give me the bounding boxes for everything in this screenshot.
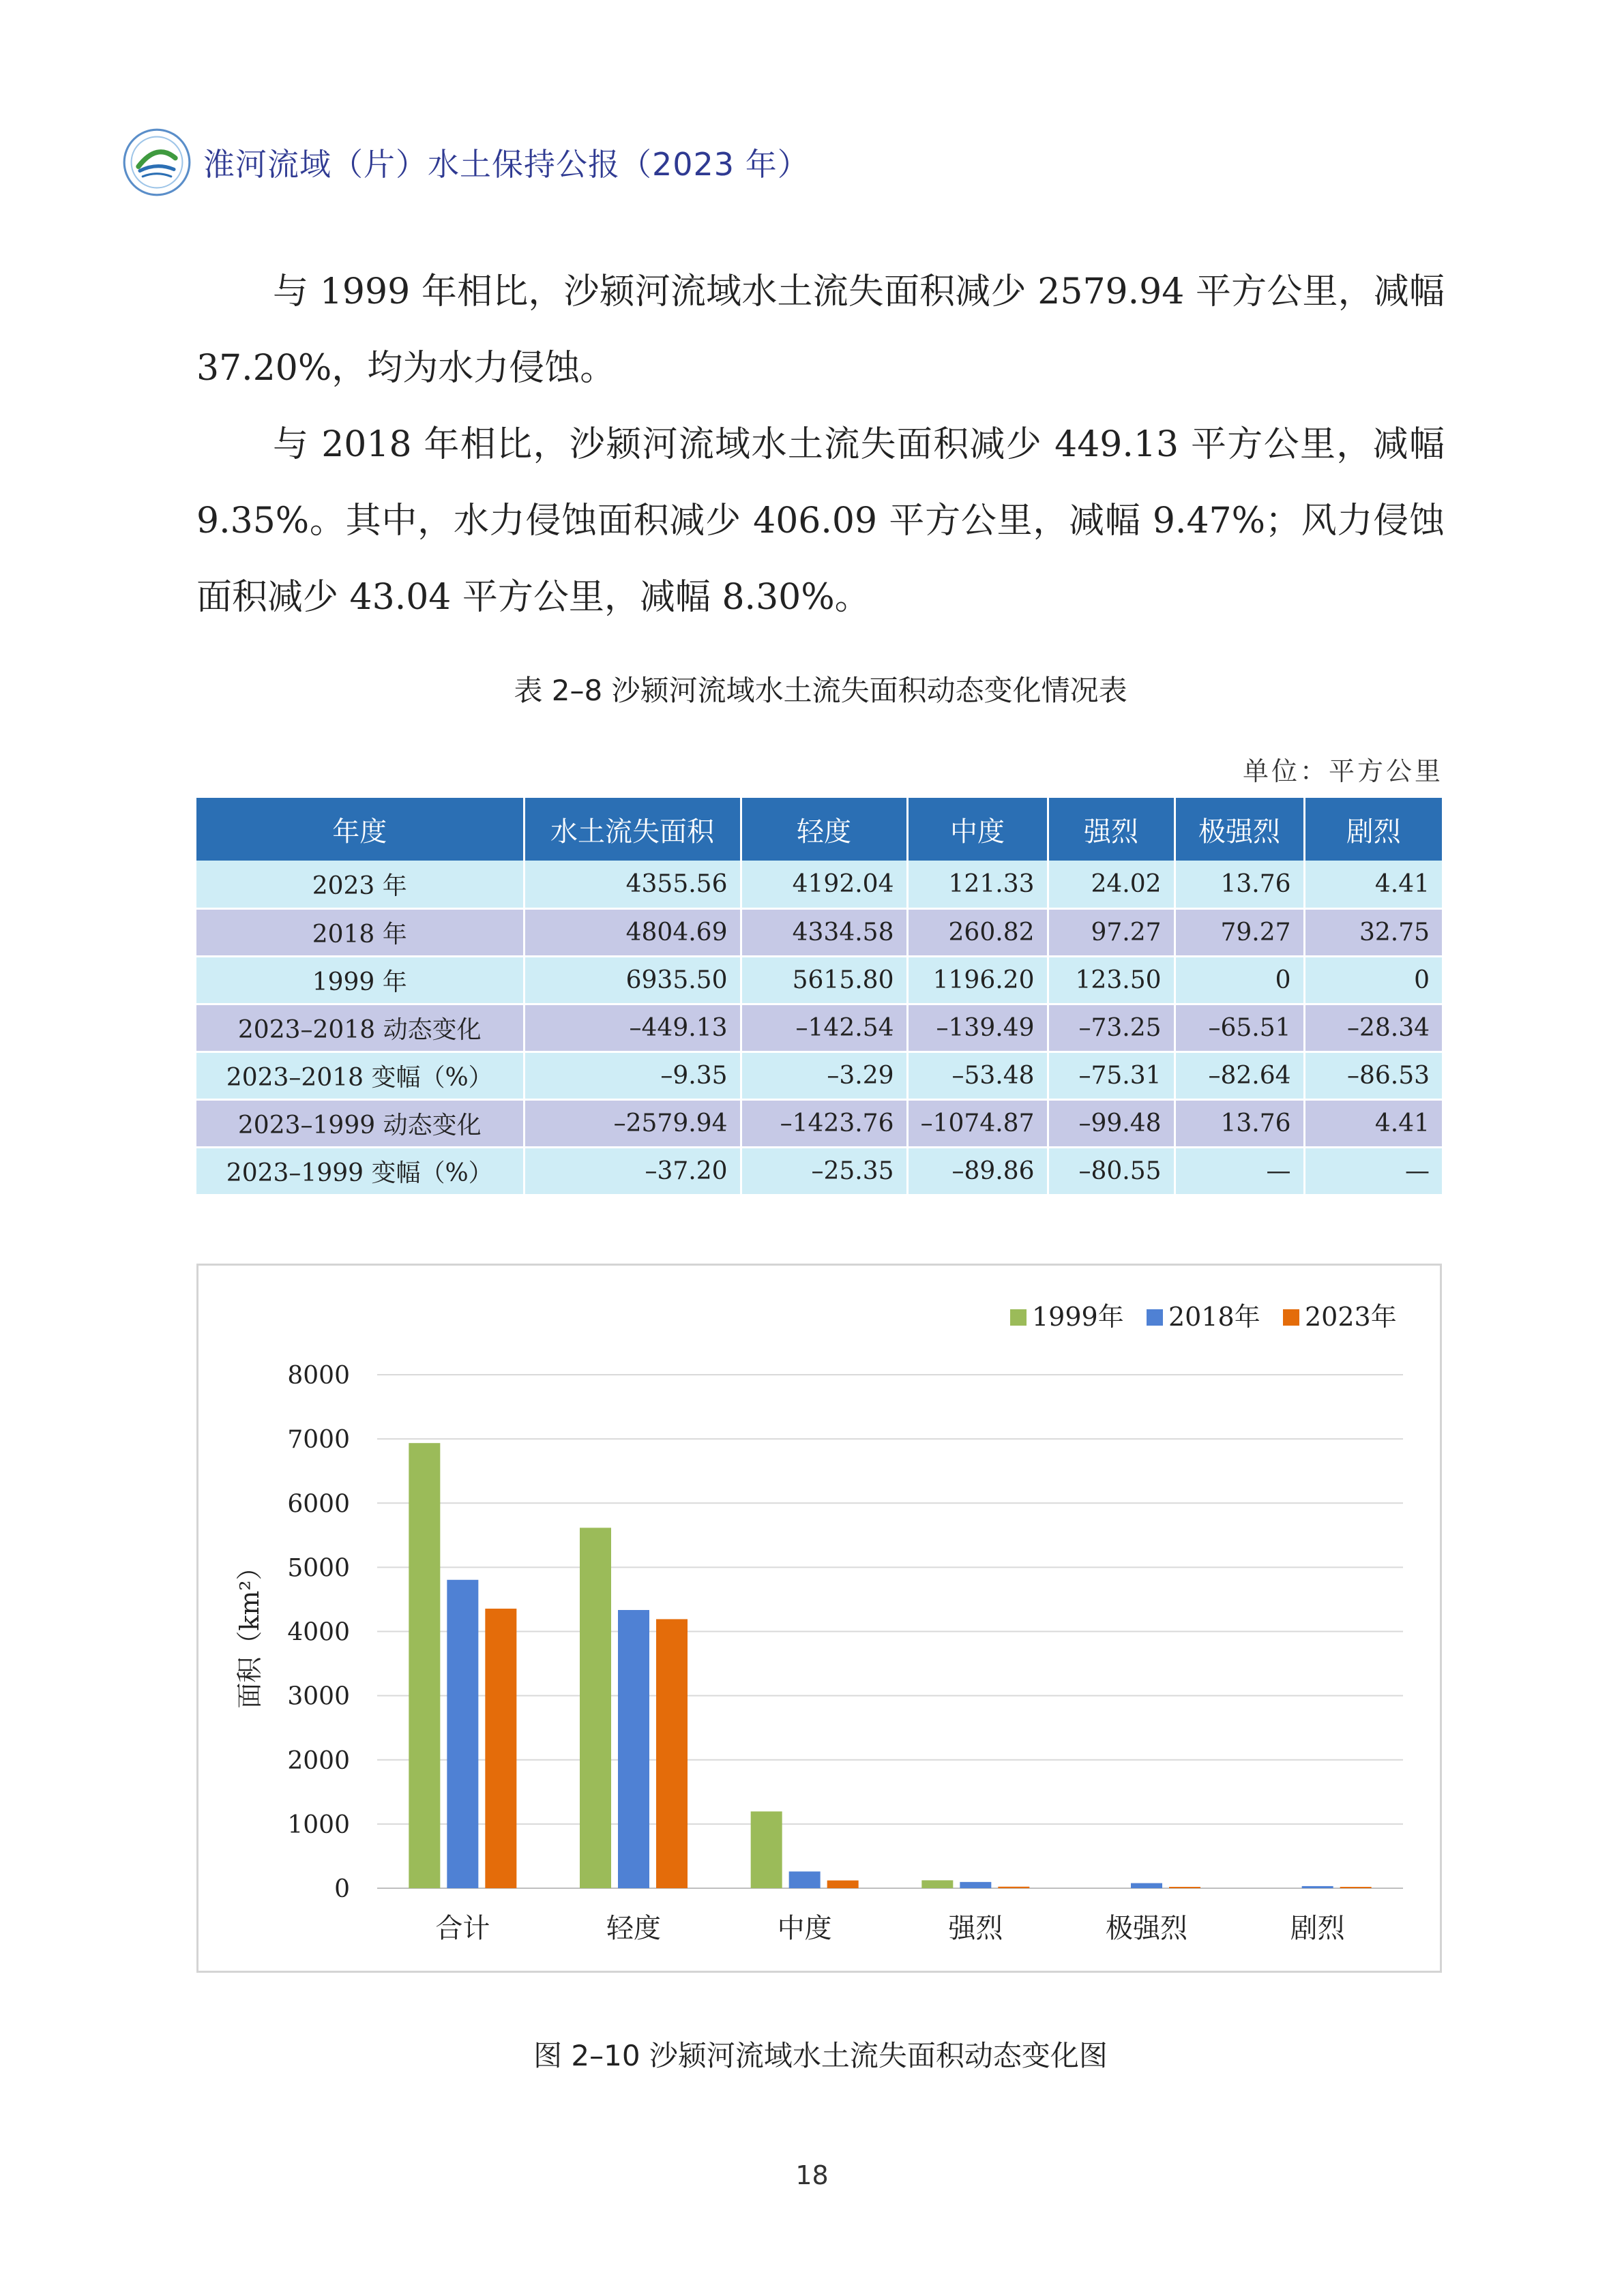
- y-tick-label: 5000: [287, 1554, 350, 1583]
- header-total-area: 水土流失面积: [524, 798, 741, 861]
- table-cell: 123.50: [1048, 956, 1175, 1004]
- header-mild: 轻度: [741, 798, 907, 861]
- bar: [998, 1887, 1029, 1888]
- header-intense: 强烈: [1048, 798, 1175, 861]
- table-cell: 4.41: [1304, 861, 1442, 908]
- table-cell: –65.51: [1175, 1004, 1304, 1052]
- bar: [618, 1610, 649, 1888]
- table-cell: –139.49: [907, 1004, 1048, 1052]
- bar: [921, 1880, 953, 1888]
- table-cell: 5615.80: [741, 956, 907, 1004]
- table-cell: 4192.04: [741, 861, 907, 908]
- bar: [409, 1443, 440, 1888]
- bar: [789, 1871, 821, 1888]
- table-cell: 4355.56: [524, 861, 741, 908]
- table-row: [196, 1004, 1442, 1052]
- table-cell: –89.86: [907, 1147, 1048, 1195]
- page-header: [121, 121, 810, 203]
- table-cell: 97.27: [1048, 908, 1175, 956]
- table-cell: –53.48: [907, 1052, 1048, 1099]
- table-cell: –82.64: [1175, 1052, 1304, 1099]
- table-cell: –75.31: [1048, 1052, 1175, 1099]
- y-tick-label: 2000: [287, 1746, 350, 1775]
- table-cell: –37.20: [524, 1147, 741, 1195]
- table-cell: 1196.20: [907, 956, 1048, 1004]
- table-unit-label: 单位：平方公里: [1242, 756, 1443, 786]
- table-cell: –142.54: [741, 1004, 907, 1052]
- bar: [1169, 1887, 1200, 1888]
- header-year: 年度: [196, 798, 524, 861]
- table-cell: —: [1304, 1147, 1442, 1195]
- table-cell: 4.41: [1304, 1099, 1442, 1147]
- legend-label: 1999年: [1032, 1302, 1124, 1332]
- body-text: [196, 254, 1445, 636]
- table-row: [196, 1099, 1442, 1147]
- x-tick-label: 强烈: [948, 1913, 1003, 1944]
- bar: [827, 1881, 859, 1888]
- table-cell: —: [1175, 1147, 1304, 1195]
- erosion-area-table: [196, 798, 1442, 1196]
- publication-title: 淮河流域（片）水土保持公报（2023 年）: [203, 146, 810, 183]
- x-tick-label: 极强烈: [1106, 1913, 1187, 1944]
- table-cell: 4334.58: [741, 908, 907, 956]
- x-tick-label: 剧烈: [1290, 1913, 1345, 1944]
- x-tick-label: 中度: [777, 1913, 832, 1944]
- x-tick-label: 轻度: [606, 1913, 661, 1944]
- x-tick-label: 合计: [435, 1913, 490, 1944]
- legend-swatch: [1283, 1309, 1299, 1326]
- table-caption: 表 2–8 沙颍河流域水土流失面积动态变化情况表: [514, 674, 1127, 707]
- table-cell: –25.35: [741, 1147, 907, 1195]
- header-very-intense: 极强烈: [1175, 798, 1304, 861]
- bar: [751, 1811, 782, 1888]
- y-tick-label: 4000: [287, 1618, 350, 1647]
- table-cell: 2018 年: [196, 908, 524, 956]
- table-cell: 0: [1175, 956, 1304, 1004]
- bar: [656, 1619, 688, 1888]
- table-cell: –3.29: [741, 1052, 907, 1099]
- bar: [447, 1580, 478, 1888]
- table-row: [196, 956, 1442, 1004]
- table-cell: 13.76: [1175, 1099, 1304, 1147]
- table-row: [196, 1052, 1442, 1099]
- table-cell: –1074.87: [907, 1099, 1048, 1147]
- table-cell: 2023–1999 变幅（%）: [196, 1147, 524, 1195]
- paragraph-1999-comparison: 与 1999 年相比，沙颍河流域水土流失面积减少 2579.94 平方公里，减幅 37.20%，均为水力侵蚀。: [196, 271, 1445, 389]
- table-cell: –86.53: [1304, 1052, 1442, 1099]
- table-cell: –2579.94: [524, 1099, 741, 1147]
- legend-swatch: [1147, 1309, 1163, 1326]
- table-cell: 0: [1304, 956, 1442, 1004]
- table-cell: 2023–2018 变幅（%）: [196, 1052, 524, 1099]
- bar: [960, 1882, 991, 1888]
- table-cell: 6935.50: [524, 956, 741, 1004]
- table-cell: –99.48: [1048, 1099, 1175, 1147]
- table-row: [196, 908, 1442, 956]
- legend-label: 2018年: [1168, 1302, 1260, 1332]
- table-cell: 2023–1999 动态变化: [196, 1099, 524, 1147]
- erosion-area-chart: [196, 1264, 1442, 1973]
- bar: [1302, 1886, 1333, 1888]
- table-cell: 121.33: [907, 861, 1048, 908]
- header-moderate: 中度: [907, 798, 1048, 861]
- table-cell: –449.13: [524, 1004, 741, 1052]
- table-cell: 2023–2018 动态变化: [196, 1004, 524, 1052]
- table-cell: –80.55: [1048, 1147, 1175, 1195]
- paragraph-2018-comparison: 与 2018 年相比，沙颍河流域水土流失面积减少 449.13 平方公里，减幅 9.35%。其中，水力侵蚀面积减少 406.09 平方公里，减幅 9.47%；风力侵蚀面积减少 43.04 平方公里，减幅 8.30%。: [196, 424, 1445, 618]
- table-cell: –28.34: [1304, 1004, 1442, 1052]
- table-cell: 79.27: [1175, 908, 1304, 956]
- figure-caption: 图 2–10 沙颍河流域水土流失面积动态变化图: [533, 2039, 1108, 2072]
- page-number: 18: [795, 2160, 829, 2190]
- bar: [485, 1609, 516, 1888]
- bar: [580, 1527, 611, 1888]
- table-cell: 32.75: [1304, 908, 1442, 956]
- bar-chart-svg: [198, 1266, 1440, 1971]
- y-tick-label: 8000: [287, 1362, 350, 1390]
- table-cell: –9.35: [524, 1052, 741, 1099]
- header-severe: 剧烈: [1304, 798, 1442, 861]
- y-tick-label: 3000: [287, 1682, 350, 1711]
- legend-swatch: [1010, 1309, 1027, 1326]
- table-cell: –73.25: [1048, 1004, 1175, 1052]
- y-tick-label: 6000: [287, 1490, 350, 1519]
- table-cell: 4804.69: [524, 908, 741, 956]
- y-axis-label: 面积（km²）: [235, 1554, 265, 1709]
- table-row: [196, 861, 1442, 908]
- legend-label: 2023年: [1305, 1302, 1397, 1332]
- table-row: [196, 1147, 1442, 1195]
- table-cell: 2023 年: [196, 861, 524, 908]
- y-tick-label: 1000: [287, 1810, 350, 1839]
- table-cell: 13.76: [1175, 861, 1304, 908]
- y-tick-label: 7000: [287, 1426, 350, 1455]
- bar: [1131, 1883, 1162, 1888]
- table-cell: 260.82: [907, 908, 1048, 956]
- bar: [1340, 1887, 1372, 1888]
- table-cell: 24.02: [1048, 861, 1175, 908]
- table-cell: 1999 年: [196, 956, 524, 1004]
- y-tick-label: 0: [334, 1875, 350, 1903]
- organization-logo-icon: [121, 127, 192, 198]
- table-header-row: [196, 798, 1442, 861]
- table-cell: –1423.76: [741, 1099, 907, 1147]
